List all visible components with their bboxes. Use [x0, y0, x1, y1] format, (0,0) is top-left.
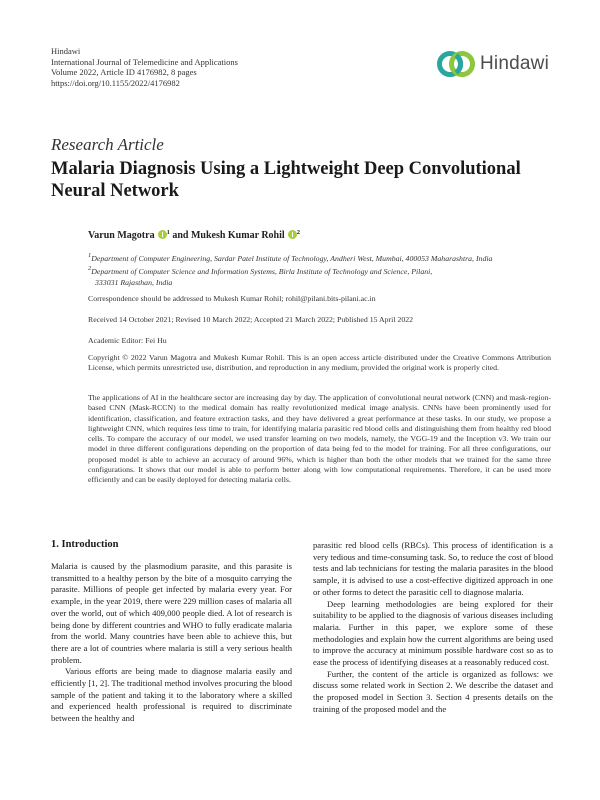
author-superscript: 2 [296, 229, 300, 236]
orcid-icon[interactable] [288, 230, 297, 239]
paragraph: parasitic red blood cells (RBCs). This process of identification is a very tedious and time-consuming task. So, to reduce the cost of blood tests and lab technicians for testing the malaria parasites in the blood sample, it is advised to use a cost-effective digitized approach in one or other forms to detect the parasitic cell to diagnose malaria. [313, 540, 553, 597]
article-title: Malaria Diagnosis Using a Lightweight Deep Convolutional Neural Network [51, 159, 521, 201]
journal-name: International Journal of Telemedicine and Applications [51, 56, 238, 67]
affiliation-2 [88, 264, 558, 277]
affiliation-superscript: 2 [88, 265, 92, 273]
body-column-right [313, 540, 553, 716]
author-conjunction: and [172, 230, 189, 241]
affiliation-text: Department of Computer Science and Information Systems, Birla Institute of Technology and Science, Pilani, [91, 267, 433, 277]
affiliation-superscript: 1 [88, 252, 92, 259]
paragraph: Various efforts are being made to diagnose malaria easily and efficiently [1, 2]. The traditional method involves procuring the blood sample of the patient and taking it to the laboratory where a skilled and experienced health professional is required to discriminate between the healthy and [51, 666, 292, 724]
correspondence: Correspondence should be addressed to Mukesh Kumar Rohil; rohil@pilani.bits-pilani.ac.in [88, 294, 376, 303]
author-name: Mukesh Kumar Rohil [190, 230, 285, 241]
author-list [88, 229, 300, 241]
affiliation-2-continued: 333031 Rajasthan, India [95, 277, 173, 287]
affiliation-text: Department of Computer Engineering, Sardar Patel Institute of Technology, Andheri West, Mumbai, 400053 Maharashtra, India [91, 254, 493, 263]
section-heading: 1. Introduction [51, 539, 119, 550]
paragraph: Deep learning methodologies are being explored for their suitability to be applied to the diagnosis of various diseases including malaria. Further in this paper, we explore some of these methodologies and explain how the current algorithms are being used to improve the accuracy at minimum possible hardware cost so as to ease the process of identifying diseases at a reasonably reduced cost. [313, 598, 553, 668]
hindawi-logo [436, 46, 556, 86]
article-type: Research Article [51, 135, 164, 154]
affiliations [88, 251, 558, 288]
orcid-icon[interactable] [158, 230, 167, 239]
academic-editor: Academic Editor: Fei Hu [88, 336, 167, 345]
journal-meta [51, 46, 238, 88]
copyright-notice: Copyright © 2022 Varun Magotra and Mukesh Kumar Rohil. This is an open access article distributed under the Creative Commons Attribution License, which permits unrestricted use, distribution, and reproduction in any medium, provided the original work is properly cited. [88, 353, 551, 373]
abstract: The applications of AI in the healthcare sector are increasing day by day. The application of convolutional neural network (CNN) and mask-region-based CNN (Mask-RCCN) to the medical domain has really revolutionized medical image analysis. CNNs have been prominently used for identification, classification, and feature extraction tasks, and they have delivered a great performance at these tasks. In our study, we propose a lightweight CNN, which requires less time to train, for identifying malaria parasitic red blood cells and distinguishing them from healthy red blood cells. To compare the accuracy of our model, we used transfer learning on two models, namely, the VGG-19 and the Inception v3. We train our model in three different configurations depending on the proportion of data being fed to the model for training. For all three configurations, our proposed model is able to achieve an accuracy of around 96%, which is higher than both the other models that we trained for the same three configurations. It shows that our model is able to perform better along with low computational requirements. Therefore, it can be used more efficiently and can be easily deployed for detecting malaria cells. [88, 393, 551, 485]
paragraph: Further, the content of the article is organized as follows: we discuss some related work in Section 2. We describe the dataset and the proposed model in Section 3. Section 4 presents details on the training of the proposed model and the [313, 668, 553, 714]
publisher-name: Hindawi [51, 46, 81, 56]
author-superscript: 1 [166, 229, 170, 236]
affiliation-1 [88, 251, 558, 264]
publication-dates: Received 14 October 2021; Revised 10 March 2022; Accepted 21 March 2022; Published 15 April 2022 [88, 315, 414, 324]
hindawi-rings-icon [436, 46, 478, 82]
volume-info: Volume 2022, Article ID 4176982, 8 pages [51, 67, 197, 77]
logo-wordmark: Hindawi [480, 53, 549, 74]
body-column-left [51, 561, 292, 725]
doi-link[interactable]: https://doi.org/10.1155/2022/4176982 [51, 77, 180, 88]
author-name: Varun Magotra [88, 230, 155, 241]
paragraph: Malaria is caused by the plasmodium parasite, and this parasite is transmitted to a healthy person by the bite of a mosquito carrying the parasite. Millions of people get infected by malaria every year. For example, in the year 2019, there were 229 million cases of malaria all over the world, out of which 409,000 people died. A lot of research is being done by different countries and WHO to fully eradicate malaria from the world. Many countries have been able to achieve this, but there are a lot of countries where malaria is still a very serious health problem. [51, 561, 292, 665]
